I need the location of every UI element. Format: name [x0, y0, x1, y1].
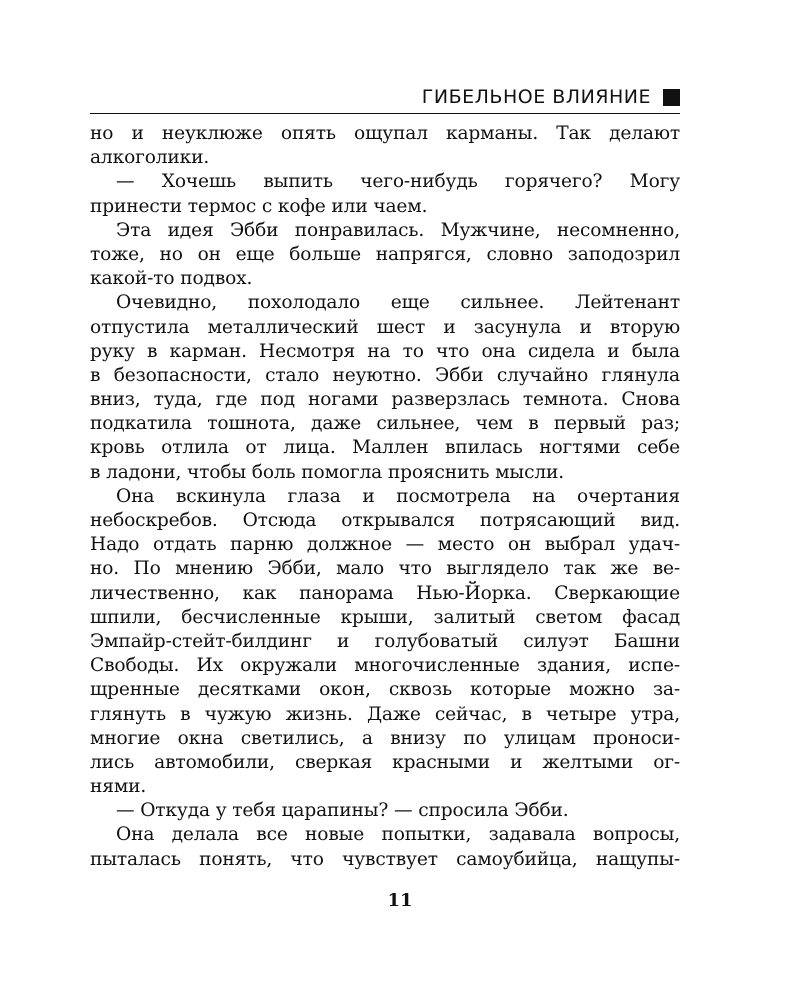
text-line: шпили, бесчисленные крыши, залитый светом фасад [90, 606, 680, 628]
text-line: подкатила тошнота, даже сильнее, чем в первый раз; [90, 413, 680, 435]
chapter-title: ГИБЕЛЬНОЕ ВЛИЯНИЕ [421, 86, 651, 108]
text-line: щренные десятками окон, сквозь которые можно за- [90, 679, 680, 701]
text-line: — Хочешь выпить чего-нибудь горячего? Могу [116, 171, 680, 193]
text-line: — Откуда у тебя царапины? — спросила Эбби. [116, 800, 569, 822]
text-line: глянуть в чужую жизнь. Даже сейчас, в четыре утра, [90, 703, 680, 725]
body-text [90, 122, 680, 872]
text-line: многие окна светились, а внизу по улицам проноси- [90, 727, 680, 749]
text-line: но и неуклюже опять ощупал карманы. Так делают [90, 123, 680, 144]
text-line: в ладони, чтобы боль помогла прояснить мысли. [90, 461, 565, 483]
text-line: Свободы. Их окружали многочисленные здания, испе- [90, 655, 680, 677]
text-line: лись автомобили, сверкая красными и желтыми ог- [90, 751, 680, 773]
text-line: Эта идея Эбби понравилась. Мужчине, несомненно, [116, 219, 680, 241]
page-number: 11 [387, 890, 413, 911]
text-line: личественно, как панорама Нью-Йорка. Сверкающие [90, 582, 680, 604]
header-divider [90, 113, 680, 114]
text-line: алкоголики. [90, 147, 210, 169]
text-line: Надо отдать парню должное — место он выбрал удач- [90, 534, 680, 556]
text-line: тоже, но он еще больше напрягся, словно заподозрил [90, 243, 680, 265]
text-line: вниз, туда, где под ногами разверзлась темнота. Снова [90, 389, 680, 411]
text-line: принести термос с кофе или чаем. [90, 195, 428, 217]
text-line: Она делала все новые попытки, задавала вопросы, [116, 824, 680, 846]
text-line: в безопасности, стало неуютно. Эбби случайно глянула [90, 364, 680, 386]
text-line: но. По мнению Эбби, мало что выглядело так же ве- [90, 558, 680, 580]
text-line: Эмпайр-стейт-билдинг и голубоватый силуэт Башни [90, 630, 680, 652]
text-line: кровь отлила от лица. Маллен впилась ногтями себе [90, 437, 680, 459]
text-line: отпустила металлический шест и засунула и вторую [90, 316, 680, 338]
text-line: руку в карман. Несмотря на то что она сидела и была [90, 340, 680, 362]
black-square-icon [663, 89, 680, 106]
text-line: какой-то подвох. [90, 268, 253, 290]
text-line: пыталась понять, что чувствует самоубийца, нащупы- [90, 848, 680, 870]
text-line: Она вскинула глаза и посмотрела на очертания [116, 485, 680, 507]
text-line: Очевидно, похолодало еще сильнее. Лейтенант [116, 292, 680, 314]
text-line: нями. [90, 776, 147, 798]
running-header [90, 82, 680, 112]
text-line: небоскребов. Отсюда открывался потрясающий вид. [90, 510, 680, 531]
